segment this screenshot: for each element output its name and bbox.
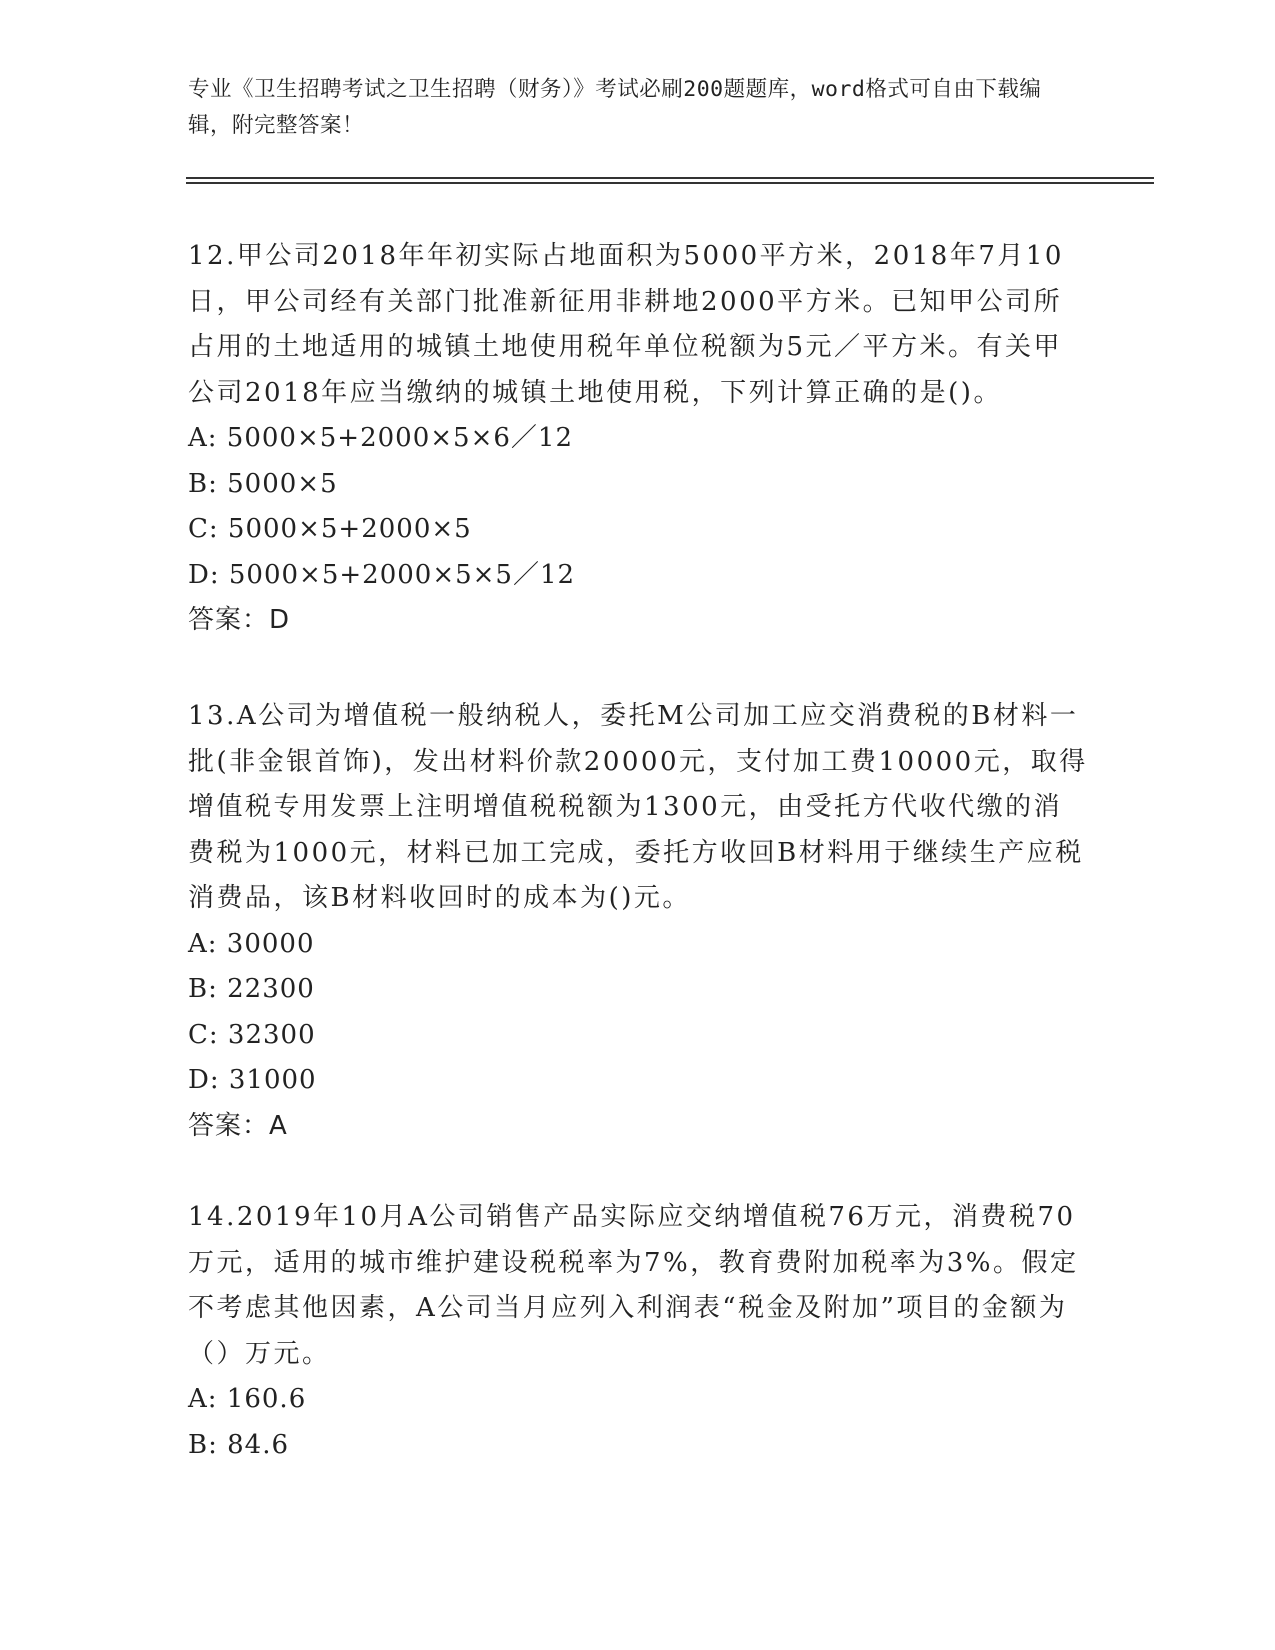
option-b: B: 22300 xyxy=(188,974,315,1004)
option-c: C: 32300 xyxy=(188,1019,316,1050)
question-14 xyxy=(188,1195,1088,1468)
option-d: D: 31000 xyxy=(188,1065,317,1095)
option-b: B: 5000×5 xyxy=(188,468,338,499)
header-intro-text: 专业《卫生招聘考试之卫生招聘（财务）》考试必刷200题题库，word格式可自由下载编辑，附完整答案！ xyxy=(188,77,1042,138)
answer-line: 答案：D xyxy=(188,605,291,635)
option-b: B: 84.6 xyxy=(188,1429,290,1460)
question-12 xyxy=(188,234,1088,644)
header-divider-bottom xyxy=(186,182,1154,184)
option-c: C: 5000×5+2000×5 xyxy=(188,514,472,544)
option-d: D: 5000×5+2000×5×5／12 xyxy=(188,559,576,590)
answer-line: 答案：A xyxy=(188,1110,288,1141)
question-13 xyxy=(188,694,1088,1149)
question-stem: 13.A公司为增值税一般纳税人，委托M公司加工应交消费税的B材料一批(非金银首饰)，发出材料价款20000元，支付加工费10000元，取得增值税专用发票上注明增值税税额为1300元，由受托方代收代缴的消费税为1000元，材料已加工完成，委托方收回B材料用于继续生产应税消费品，该B材料收回时的成本为()元。 xyxy=(188,701,1088,913)
option-a: A: 30000 xyxy=(188,928,315,959)
document-header xyxy=(188,72,1068,144)
question-stem: 12.甲公司2018年年初实际占地面积为5000平方米，2018年7月10日，甲公司经有关部门批准新征用非耕地2000平方米。已知甲公司所占用的土地适用的城镇土地使用税年单位税额为5元／平方米。有关甲公司2018年应当缴纳的城镇土地使用税，下列计算正确的是()。 xyxy=(188,241,1064,408)
header-divider-top xyxy=(186,177,1154,179)
question-stem: 14.2019年10月A公司销售产品实际应交纳增值税76万元，消费税70万元，适用的城市维护建设税税率为7%，教育费附加税率为3%。假定不考虑其他因素，A公司当月应列入利润表“税金及附加”项目的金额为（）万元。 xyxy=(188,1202,1079,1369)
option-a: A: 160.6 xyxy=(188,1384,307,1414)
option-a: A: 5000×5+2000×5×6／12 xyxy=(188,423,573,453)
